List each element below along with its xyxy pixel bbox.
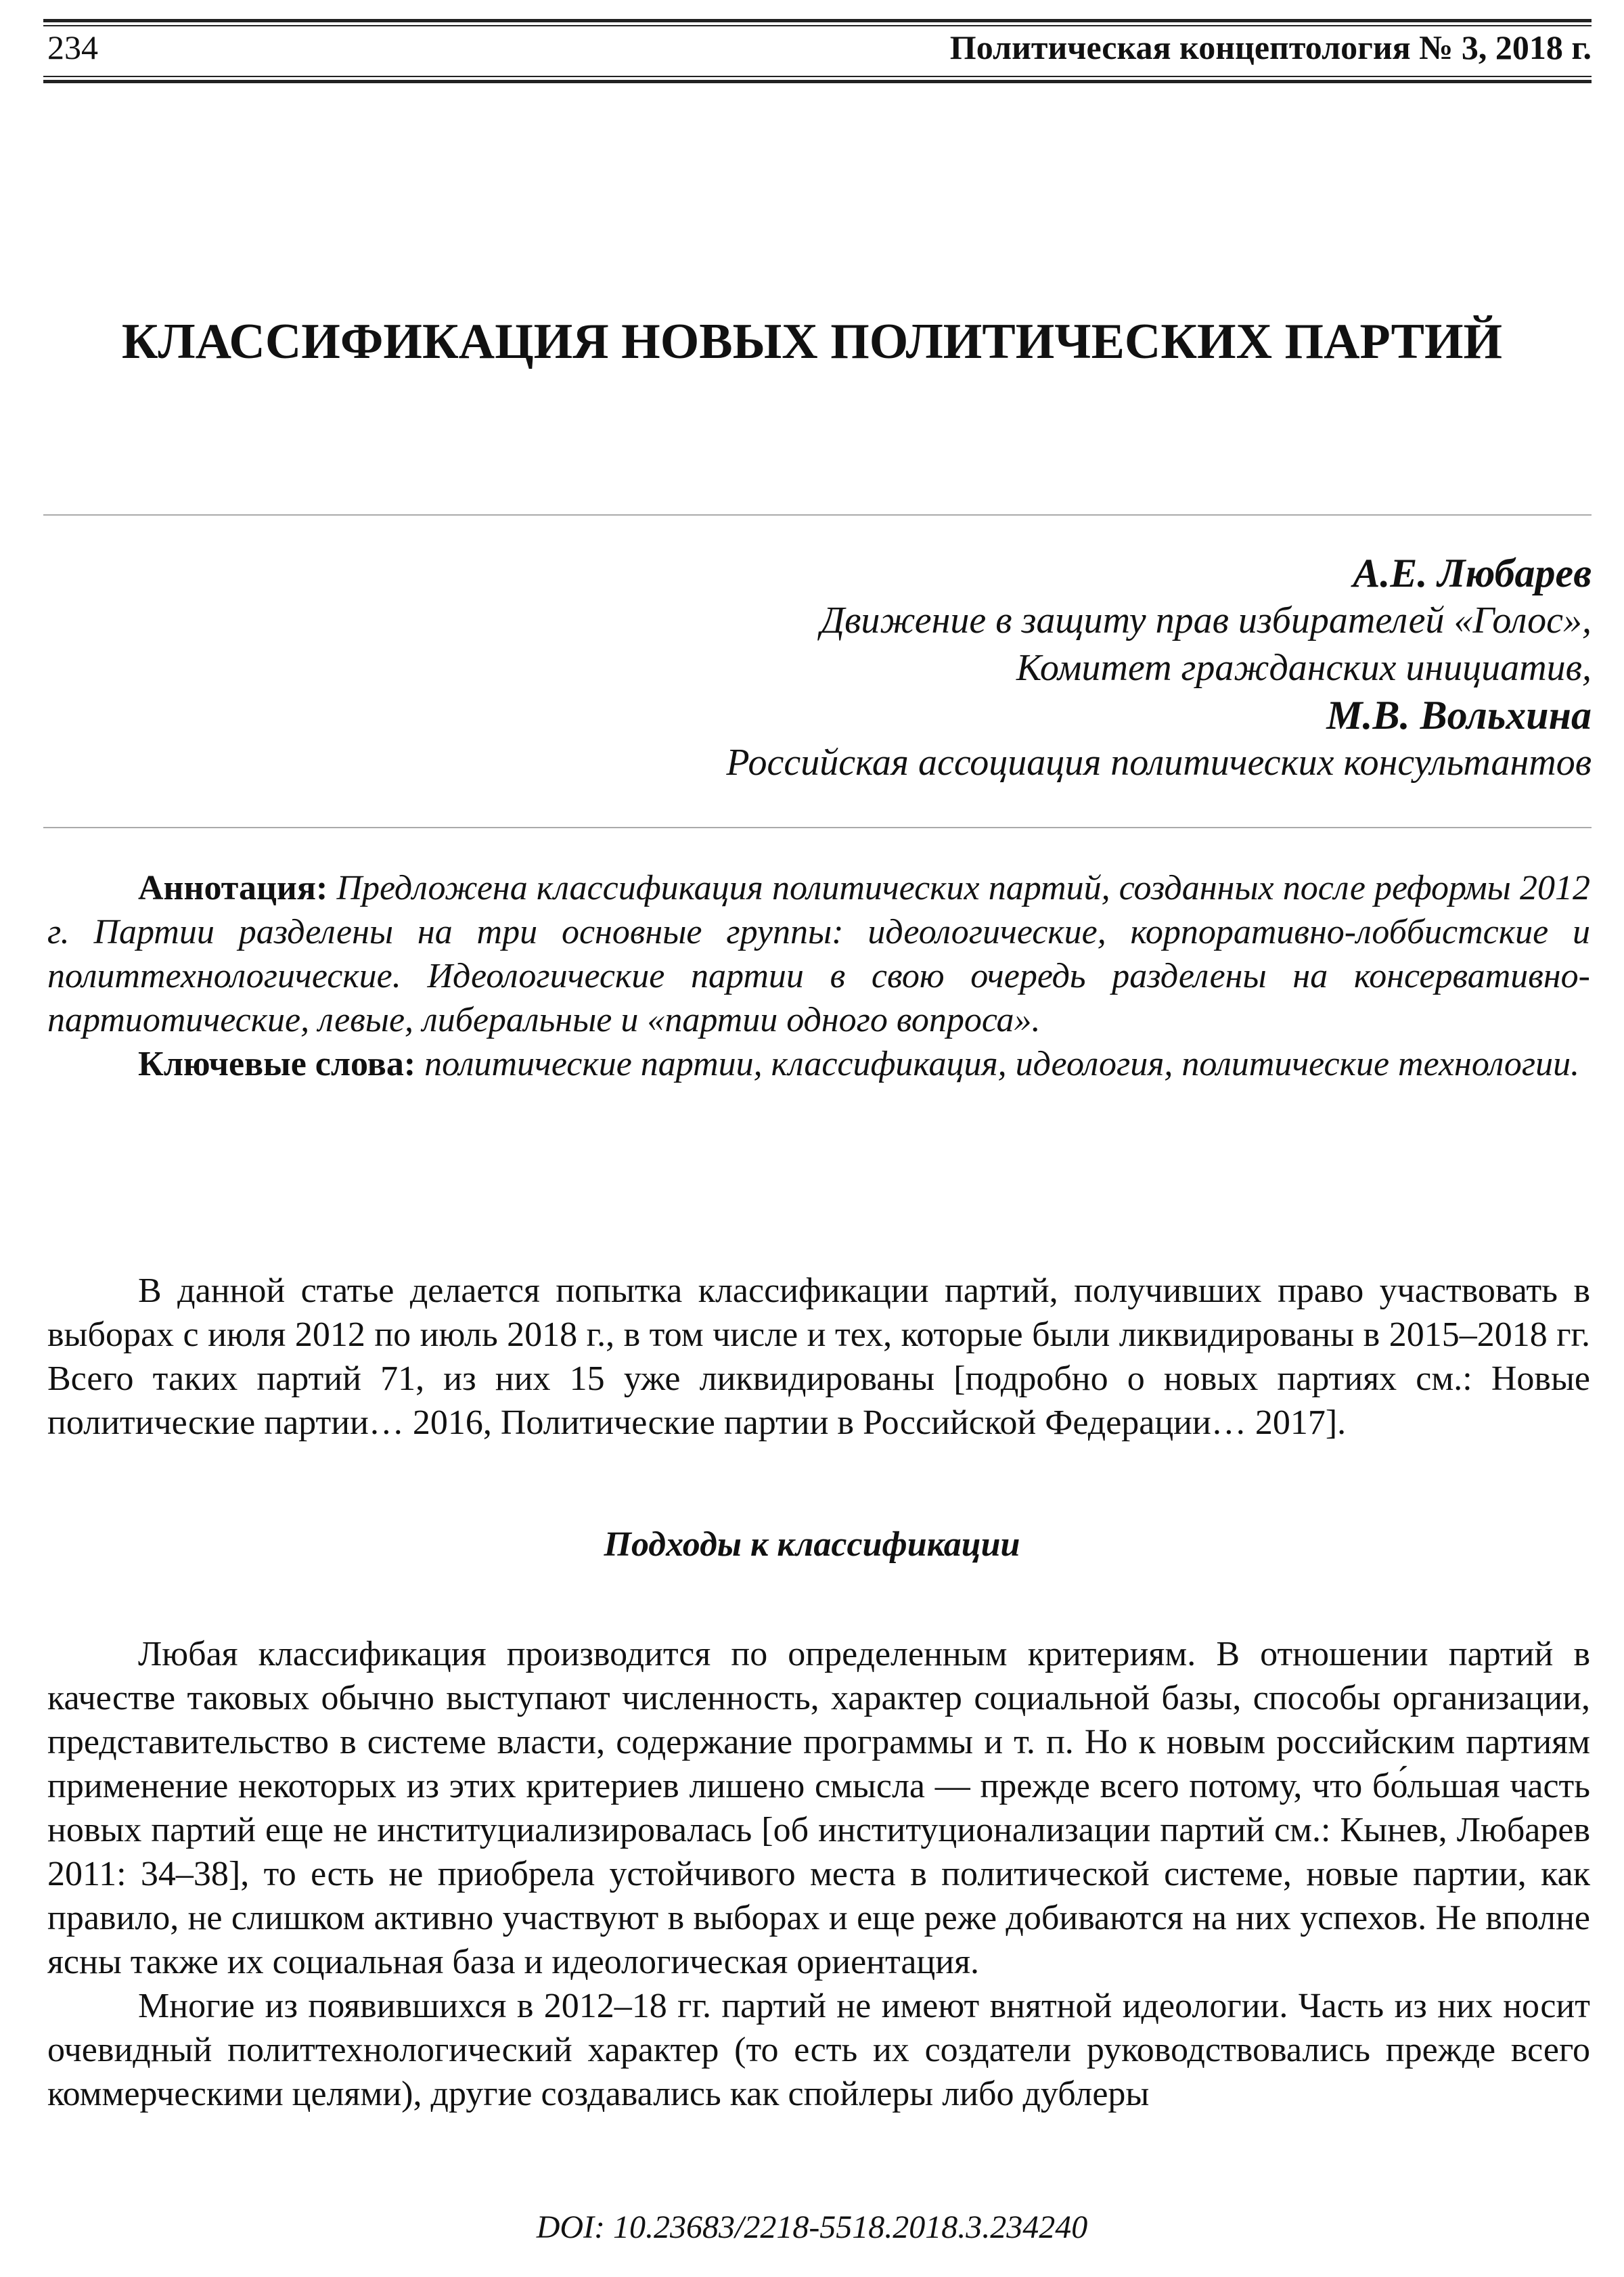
authors-separator [43, 827, 1592, 828]
page-number: 234 [47, 28, 98, 66]
abstract-block [47, 866, 1590, 1086]
header-top-rule-thin [43, 25, 1592, 26]
author-affiliation: Движение в защиту прав избирателей «Голос», [820, 600, 1592, 641]
abstract-text: Предложена классификация политических партий, созданных после реформы 2012 г. Партии разделены на три основные группы: идеологические, корпоративно-лоббистские и политтехнологические. Идеологические партии в свою очередь разделены на консервативно-партиотические, левые, либеральные и «партии одного вопроса». [47, 869, 1591, 1039]
abstract-label: Аннотация: [138, 869, 328, 907]
header-top-rule [43, 19, 1592, 22]
keywords-label: Ключевые слова: [138, 1045, 416, 1083]
body-paragraph: Многие из появившихся в 2012–18 гг. партий не имеют внятной идеологии. Часть из них носит очевидный политтехнологический характер (то есть их создатели руководствовались прежде всего коммерческими целями), другие создавались как спойлеры либо дублеры [47, 1987, 1590, 2113]
intro-paragraph [47, 1269, 1590, 1445]
journal-title: Политическая концептология № 3, 2018 г. [949, 28, 1592, 66]
article-title: КЛАССИФИКАЦИЯ НОВЫХ ПОЛИТИЧЕСКИХ ПАРТИЙ [121, 314, 1503, 369]
body-text [47, 1632, 1590, 2116]
title-separator [43, 514, 1592, 516]
section-heading: Подходы к классификации [604, 1525, 1020, 1564]
doi-footer: DOI: 10.23683/2218-5518.2018.3.234240 [536, 2209, 1088, 2245]
author-affiliation: Российская ассоциация политических консультантов [726, 742, 1592, 784]
body-paragraph: В данной статье делается попытка классификации партий, получивших право участвовать в выборах с июля 2012 по июль 2018 г., в том числе и тех, которые были ликвидированы в 2015–2018 гг. Всего таких партий 71, из них 15 уже ликвидированы [подробно о новых партиях см.: Новые политические партии… 2016, Политические партии в Российской Федерации… 2017]. [47, 1271, 1590, 1442]
body-paragraph: Любая классификация производится по определенным критериям. В отношении партий в качестве таковых обычно выступают численность, характер социальной базы, способы организации, представительство в системе власти, содержание программы и т. п. Но к новым российским партиям применение некоторых из этих критериев лишено смысла — прежде всего потому, что бо́льшая часть новых партий еще не институциализировалась [об институционализации партий см.: Кынев, Любарев 2011: 34–38], то есть не приобрела устойчивого места в политической системе, новые партии, как правило, не слишком активно участвуют в выборах и еще реже добиваются на них успехов. Не вполне ясны также их социальная база и идеологическая ориентация. [47, 1635, 1590, 1981]
header-bottom-rule-thin [43, 76, 1592, 77]
header-bottom-rule [43, 80, 1592, 83]
author-name: А.Е. Любарев [1353, 551, 1592, 595]
author-name: М.В. Вольхина [1326, 693, 1592, 738]
keywords-text: политические партии, классификация, идеология, политические технологии. [424, 1045, 1580, 1083]
authors-block [238, 549, 1592, 786]
author-affiliation: Комитет гражданских инициатив, [1016, 647, 1592, 689]
